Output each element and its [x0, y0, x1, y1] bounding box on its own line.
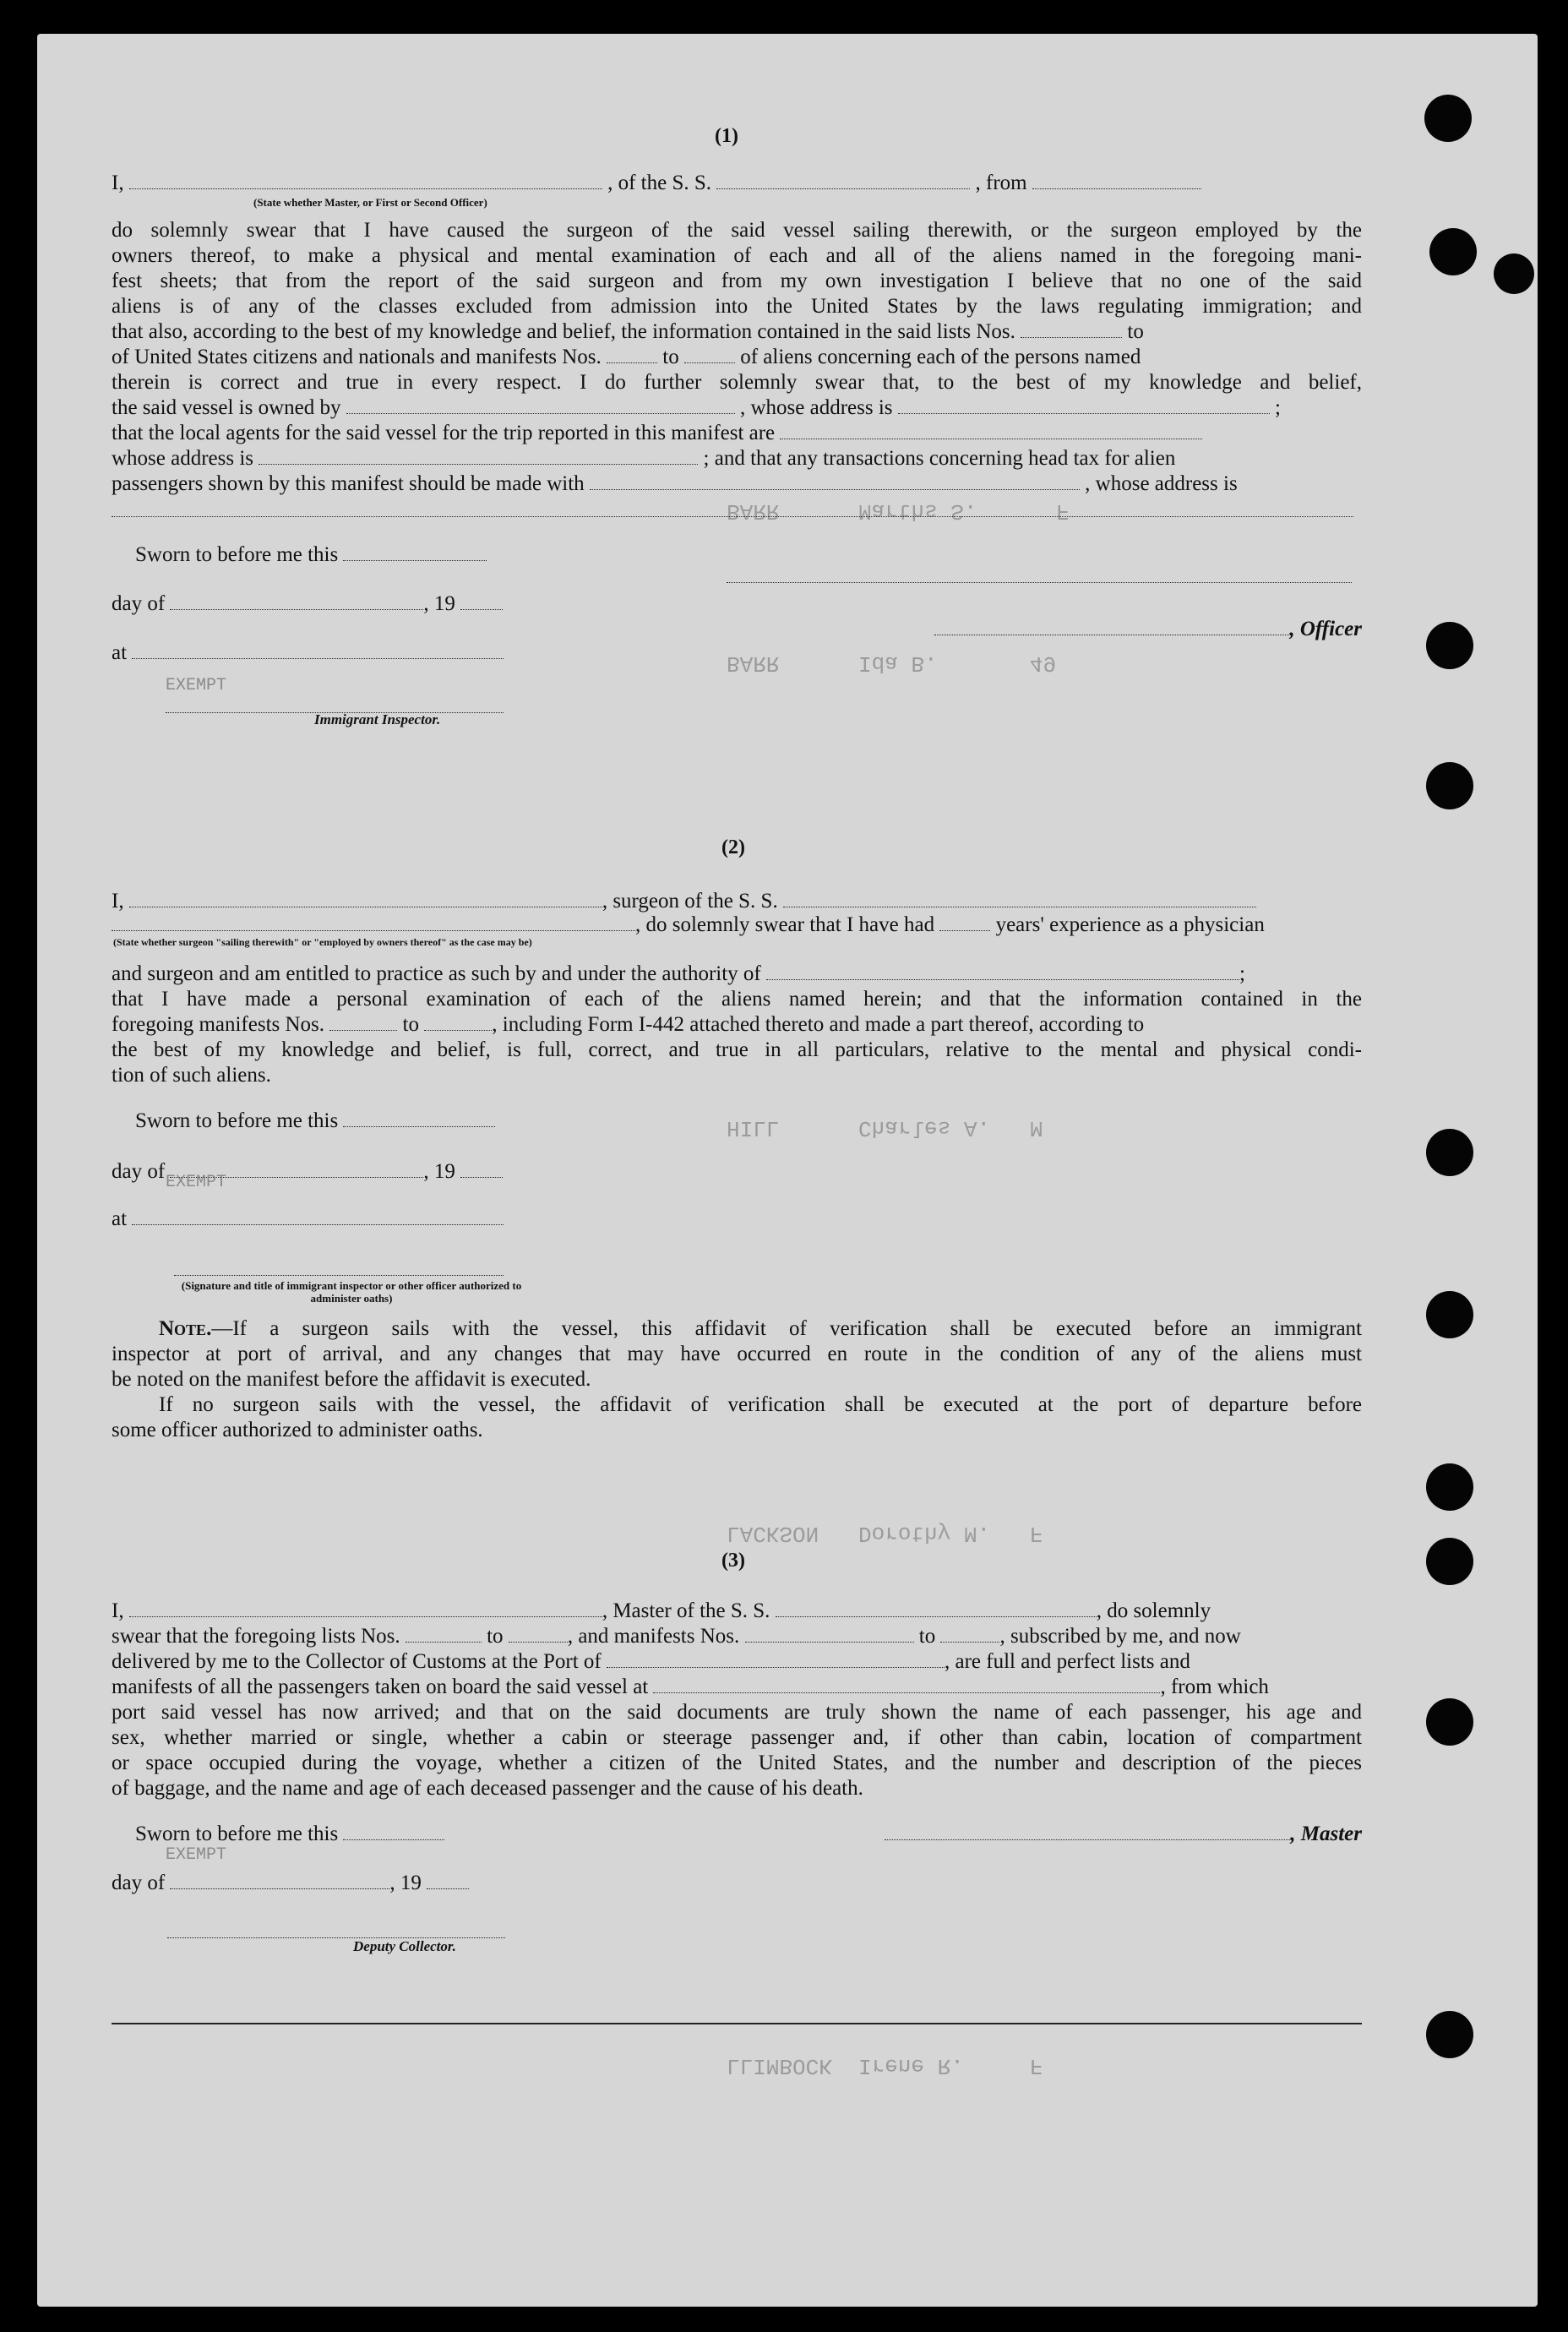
text: , 19: [423, 1160, 455, 1183]
para-line: sex, whether married or single, whether a cabin or steerage passenger and, if other than cabin, location of compartment: [112, 1726, 1362, 1749]
lists-from-field[interactable]: [406, 1625, 482, 1643]
part3-line-2: [112, 1624, 1362, 1649]
bottom-rule: [112, 2023, 1362, 2024]
bleed-through-text: HILL Charles A. M: [727, 1115, 1043, 1141]
text: delivered by me to the Collector of Customs at the Port of: [112, 1650, 602, 1673]
sworn-date-field[interactable]: [343, 543, 487, 561]
text: to: [918, 1625, 936, 1648]
port-field[interactable]: [607, 1650, 945, 1668]
surgeon-name-field[interactable]: [129, 890, 602, 907]
part2-line-2: [112, 913, 1362, 938]
from-port-field[interactable]: [1032, 172, 1201, 189]
text: ;: [1275, 396, 1281, 419]
collector-caption: Deputy Collector.: [353, 1938, 456, 1954]
punch-hole: [1426, 1291, 1473, 1338]
local-agents-field[interactable]: [780, 422, 1202, 439]
para-line: [112, 471, 1362, 497]
officer-caption: (State whether Master, or First or Second Officer): [253, 196, 487, 209]
punch-hole: [1426, 1538, 1473, 1585]
manifest-to-field[interactable]: [424, 1013, 492, 1031]
text: swear that the foregoing lists Nos.: [112, 1625, 400, 1648]
text: , whose address is: [739, 396, 893, 419]
para-line: fest sheets; that from the report of the said surgeon and from my own investigation I believe that no one of the said: [112, 270, 1362, 292]
master-sign-line: [845, 1822, 1362, 1847]
sworn-date-field[interactable]: [343, 1109, 495, 1127]
part3-line-3: [112, 1649, 1362, 1675]
surgeon-vessel-field[interactable]: [783, 890, 1256, 907]
punch-hole: [1426, 2011, 1473, 2058]
sworn-line: [135, 1822, 444, 1847]
text: to: [1127, 320, 1144, 343]
officer-line: [845, 617, 1362, 642]
collector-sign-field[interactable]: [167, 1921, 505, 1938]
punch-hole: [1426, 1129, 1473, 1176]
lists-from-field[interactable]: [1021, 320, 1122, 338]
para-line: [112, 446, 1362, 471]
note-line: [112, 1316, 1362, 1342]
inspector-sign-field[interactable]: [174, 1258, 504, 1276]
bleed-through-text: LLIMBOCK Irene R. F: [727, 2053, 1043, 2079]
text: , surgeon of the S. S.: [602, 890, 778, 913]
text: that the local agents for the said vessel for the trip reported in this manifest are: [112, 422, 776, 444]
part3-line-4: [112, 1675, 1362, 1700]
inspector-sign-field[interactable]: [166, 695, 504, 713]
punch-hole: [1426, 622, 1473, 669]
text: foregoing manifests Nos.: [112, 1013, 325, 1036]
exempt-stamp: EXEMPT: [166, 676, 227, 695]
text: , 19: [423, 592, 455, 615]
part3-line-1: [112, 1599, 1362, 1624]
owner-field[interactable]: [346, 396, 735, 414]
address-line: [112, 499, 1362, 524]
manifest-from-field[interactable]: [607, 346, 657, 363]
text: of aliens concerning each of the persons named: [740, 346, 1141, 368]
part2-line-1: [112, 889, 1362, 914]
punch-hole: [1426, 1698, 1473, 1746]
punch-hole: [1429, 228, 1477, 275]
text: , whose address is: [1085, 472, 1238, 495]
section-1-heading: (1): [715, 125, 738, 147]
text: day of: [112, 592, 166, 615]
at-line: [112, 640, 504, 666]
text: whose address is: [112, 447, 254, 470]
punch-hole: [1494, 253, 1534, 294]
at-line: [112, 1207, 504, 1232]
para-line: [112, 319, 1362, 345]
text: the said vessel is owned by: [112, 396, 341, 419]
text: , of the S. S.: [607, 172, 712, 194]
day-line: [112, 1871, 469, 1896]
text: to: [487, 1625, 504, 1648]
text: at: [112, 641, 128, 664]
section-2-heading: (2): [721, 836, 745, 858]
punch-hole: [1424, 95, 1472, 142]
para-line: [112, 962, 1362, 987]
text: of United States citizens and nationals and manifests Nos.: [112, 346, 602, 368]
text: manifests of all the passengers taken on board the said vessel at: [112, 1675, 649, 1698]
text: , from which: [1160, 1675, 1269, 1698]
master-sign-field[interactable]: [885, 1823, 1290, 1840]
sworn-line: [135, 1109, 495, 1134]
agents-address-field[interactable]: [259, 447, 698, 465]
address-field[interactable]: [112, 499, 1353, 517]
text: , from: [975, 172, 1027, 194]
authority-field[interactable]: [766, 962, 1239, 980]
note-line: be noted on the manifest before the affidavit is executed.: [112, 1368, 591, 1391]
text: , 19: [389, 1872, 422, 1894]
text: , Master: [1290, 1823, 1362, 1845]
text: I,: [112, 890, 124, 913]
note-line: If no surgeon sails with the vessel, the affidavit of verification shall be executed at the port of departure before: [159, 1393, 1362, 1416]
para-line: of baggage, and the name and age of each deceased passenger and the cause of his death.: [112, 1777, 863, 1800]
bleed-through-text: BARR Marths S. F: [727, 499, 1070, 524]
text: , Master of the S. S.: [602, 1599, 770, 1622]
officer-name-field[interactable]: [129, 172, 602, 189]
owner-address-field[interactable]: [898, 396, 1270, 414]
at-field[interactable]: [132, 641, 504, 659]
para-line: port said vessel has now arrived; and that on the said documents are truly shown the name of each passenger, his age and: [112, 1701, 1362, 1724]
text: I,: [112, 172, 124, 194]
year-field[interactable]: [460, 1160, 503, 1178]
sig-caption: (Signature and title of immigrant inspector or other officer authorized to administer oaths): [181, 1279, 522, 1305]
punch-hole: [1426, 1463, 1473, 1511]
para-line: [112, 1012, 1362, 1038]
year-field[interactable]: [460, 592, 503, 610]
text: , and manifests Nos.: [567, 1625, 740, 1648]
para-line: therein is correct and true in every respect. I do further solemnly swear that, to the best of my knowledge and belief,: [112, 371, 1362, 394]
para-line: that I have made a personal examination of each of the aliens named herein; and that the information contained in the: [112, 988, 1362, 1011]
text: ;: [1239, 962, 1245, 985]
punch-hole: [1426, 762, 1473, 809]
text: , do solemnly swear that I have had: [635, 913, 935, 936]
exempt-stamp: EXEMPT: [166, 1173, 227, 1192]
text: passengers shown by this manifest should be made with: [112, 472, 585, 495]
at-field[interactable]: [132, 1207, 504, 1225]
vessel-name-field[interactable]: [776, 1599, 1097, 1617]
section-3-heading: (3): [721, 1550, 745, 1572]
vessel-name-field[interactable]: [716, 172, 970, 189]
para-line: or space occupied during the voyage, whether a citizen of the United States, and the number and description of the pieces: [112, 1752, 1362, 1774]
para-line: [112, 421, 1362, 446]
year-field[interactable]: [427, 1872, 469, 1889]
text: and surgeon and am entitled to practice as such by and under the authority of: [112, 962, 761, 985]
text: to: [402, 1013, 419, 1036]
para-line: do solemnly swear that I have caused the surgeon of the said vessel sailing therewith, or the surgeon employed by the: [112, 219, 1362, 242]
surgeon-caption: (State whether surgeon "sailing therewith" or "employed by owners thereof" as the case may be): [113, 936, 532, 948]
text: , including Form I-442 attached thereto and made a part thereof, according to: [492, 1013, 1145, 1036]
text: I,: [112, 1599, 124, 1622]
boarding-port-field[interactable]: [653, 1675, 1160, 1693]
lists-to-field[interactable]: [509, 1625, 568, 1643]
head-tax-party-field[interactable]: [590, 472, 1080, 490]
signature-field[interactable]: [727, 565, 1352, 583]
text: , Officer: [1289, 618, 1362, 640]
text: Sworn to before me this: [135, 1109, 339, 1132]
master-name-field[interactable]: [129, 1599, 602, 1617]
manifest-to-field[interactable]: [940, 1625, 999, 1643]
years-field[interactable]: [939, 913, 990, 931]
text: , are full and perfect lists and: [945, 1650, 1190, 1673]
para-line: tion of such aliens.: [112, 1064, 271, 1087]
day-line: [112, 591, 503, 617]
signature-line: [727, 564, 1360, 590]
text: years' experience as a physician: [995, 913, 1265, 936]
text: ; and that any transactions concerning head tax for alien: [703, 447, 1176, 470]
manifest-from-field[interactable]: [745, 1625, 914, 1643]
officer-sign-field[interactable]: [934, 618, 1289, 635]
sworn-date-field[interactable]: [343, 1823, 444, 1840]
text: , subscribed by me, and now: [999, 1625, 1241, 1648]
sworn-line: [135, 542, 487, 568]
text: at: [112, 1207, 128, 1230]
note-line: some officer authorized to administer oaths.: [112, 1419, 483, 1441]
part1-line-1: [112, 171, 1362, 196]
surgeon-status-field[interactable]: [112, 913, 635, 931]
para-line: aliens is of any of the classes excluded from admission into the United States by the laws regulating immigration; and: [112, 295, 1362, 318]
manifest-from-field[interactable]: [329, 1013, 397, 1031]
inspector-caption: Immigrant Inspector.: [314, 711, 441, 727]
text: day of: [112, 1160, 166, 1183]
text: —If a surgeon sails with the vessel, this affidavit of verification shall be executed before an immigrant: [211, 1317, 1362, 1340]
text: day of: [112, 1872, 166, 1894]
bleed-through-text: BARR Ida B. 49: [727, 651, 1057, 676]
text: Sworn to before me this: [135, 543, 339, 566]
text: to: [662, 346, 679, 368]
bleed-through-text: LACKSON Dorothy M. F: [727, 1521, 1043, 1546]
note-label: Note.: [159, 1317, 212, 1340]
text: that also, according to the best of my knowledge and belief, the information contained in the said lists Nos.: [112, 320, 1015, 343]
exempt-stamp: EXEMPT: [166, 1845, 227, 1865]
para-line: owners thereof, to make a physical and mental examination of each and all of the aliens named in the foregoing mani-: [112, 244, 1362, 267]
para-line: [112, 345, 1362, 370]
day-field[interactable]: [170, 1872, 389, 1889]
text: , do solemnly: [1096, 1599, 1211, 1622]
day-field[interactable]: [170, 592, 423, 610]
para-line: [112, 395, 1362, 421]
para-line: the best of my knowledge and belief, is full, correct, and true in all particulars, relative to the mental and physical condi-: [112, 1038, 1362, 1061]
note-line: inspector at port of arrival, and any changes that may have occurred en route in the condition of any of the aliens must: [112, 1343, 1362, 1365]
text: Sworn to before me this: [135, 1823, 339, 1845]
manifest-to-field[interactable]: [684, 346, 735, 363]
